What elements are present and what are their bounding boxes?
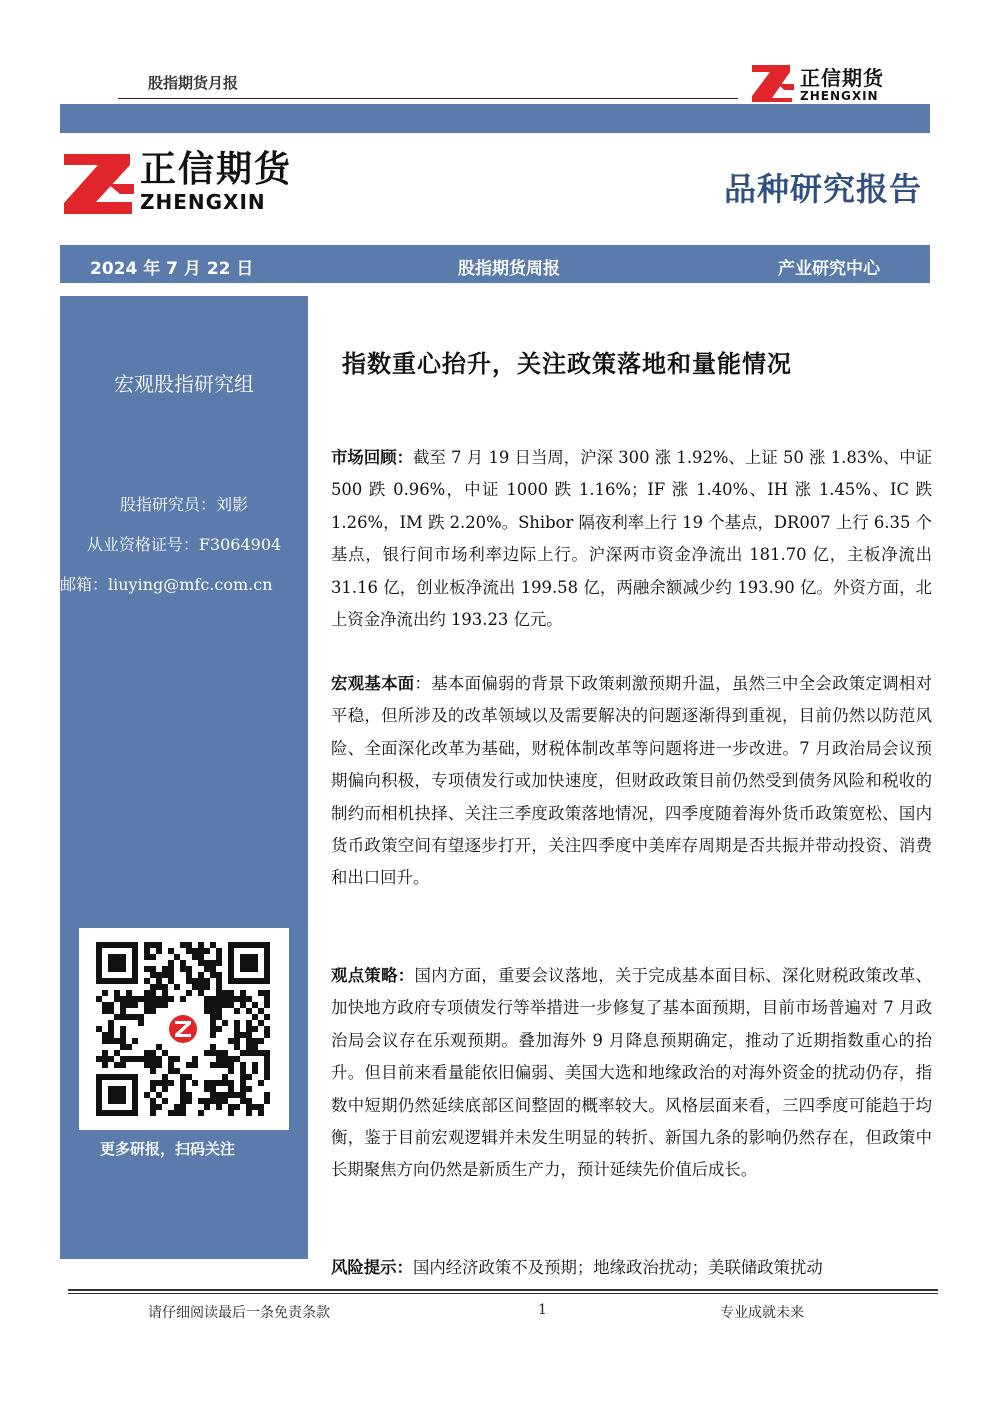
report-date: 2024 年 7 月 22 日 (90, 259, 254, 279)
footer-slogan: 专业成就未来 (720, 1305, 804, 1321)
footer-divider (68, 1289, 938, 1291)
analyst-name: 股指研究员：刘影 (119, 495, 248, 514)
qr-code (79, 928, 289, 1130)
small-logo-cn: 正信期货 (800, 66, 884, 90)
brand-wordmark (140, 150, 292, 214)
section-market-review (331, 442, 932, 636)
section-risk (331, 1252, 932, 1284)
sidebar (60, 296, 308, 1259)
qr-caption: 更多研报，扫码关注 (100, 1140, 236, 1158)
headline: 指数重心抬升，关注政策落地和量能情况 (342, 350, 792, 378)
header-divider (118, 98, 738, 99)
header-band (60, 104, 930, 133)
brand-name-en: ZHENGXIN (140, 190, 266, 214)
research-group: 宏观股指研究组 (114, 372, 254, 396)
footer-divider-thin (68, 1293, 938, 1294)
brand-name-cn: 正信期货 (140, 149, 293, 190)
footer-disclaimer: 请仔细阅读最后一条免责条款 (148, 1305, 330, 1321)
section-label: 宏观基本面 (331, 674, 415, 693)
section-text: 国内方面，重要会议落地，关于完成基本面目标、深化财税政策改革、加快地方政府专项债发行等举措进一步修复了基本面预期，目前市场普遍对 7 月政治局会议存在乐观预期。叠加海外 9 月降息预期确定，推动了近期指数重心的抬升。但目前来看量能依旧偏弱、美国大选和地缘政治的对海外资金的扰动仍存，指数中短期仍然延续底部区间整固的概率较大。风格层面来看，三四季度可能趋于均衡，鉴于目前宏观逻辑并未发生明显的转折、新国九条的影响仍然存在，但政策中长期聚焦方向仍然是新质生产力，预计延续先价值后成长。 (331, 966, 932, 1180)
small-logo-wordmark (800, 62, 884, 103)
report-type-title: 品种研究报告 (723, 170, 922, 208)
section-text: 截至 7 月 19 日当周，沪深 300 涨 1.92%、上证 50 涨 1.83%、中证 500 跌 0.96%，中证 1000 跌 1.16%；IF 涨 1.40%、IH 涨 1.45%、IC 跌 1.26%，IM 跌 2.20%。Shibor 隔夜利率上行 19 个基点，DR007 上行 6.35 个基点，银行间市场利率边际上行。沪深两市资金净流出 181.70 亿，主板净流出 31.16 亿，创业板净流出 199.58 亿，两融余额减少约 193.90 亿。外资方面，北上资金净流出约 193.23 亿元。 (331, 448, 933, 630)
brand-logo-icon (64, 152, 134, 214)
qr-code-icon (79, 928, 289, 1130)
section-label: 风险提示： (331, 1258, 413, 1277)
page-number: 1 (538, 1302, 547, 1318)
section-text: 国内经济政策不及预期；地缘政治扰动；美联储政策扰动 (412, 1258, 823, 1277)
report-name: 股指期货周报 (458, 259, 560, 279)
analyst-email: 邮箱：liuying@mfc.com.cn (60, 575, 273, 594)
license-number: 从业资格证号：F3064904 (86, 535, 282, 554)
section-strategy (331, 960, 932, 1187)
info-bar (60, 245, 930, 283)
running-header-title: 股指期货月报 (148, 74, 239, 92)
section-label: 观点策略： (331, 966, 415, 985)
department: 产业研究中心 (778, 259, 880, 279)
small-logo-en: ZHENGXIN (800, 89, 879, 103)
section-label: 市场回顾： (331, 448, 414, 467)
section-macro (331, 668, 932, 895)
section-text: ：基本面偏弱的背景下政策刺激预期升温，虽然三中全会政策定调相对平稳，但所涉及的改革领域以及需要解决的问题逐渐得到重视，目前仍然以防范风险、全面深化改革为基础，财税体制改革等问题将进一步改进。7 月政治局会议预期偏向积极，专项债发行或加快速度，但财政政策目前仍然受到债务风险和税收的制约而相机抉择、关注三季度政策落地情况，四季度随着海外货币政策宽松、国内货币政策空间有望逐步打开，关注四季度中美库存周期是否共振并带动投资、消费和出口回升。 (331, 674, 932, 888)
